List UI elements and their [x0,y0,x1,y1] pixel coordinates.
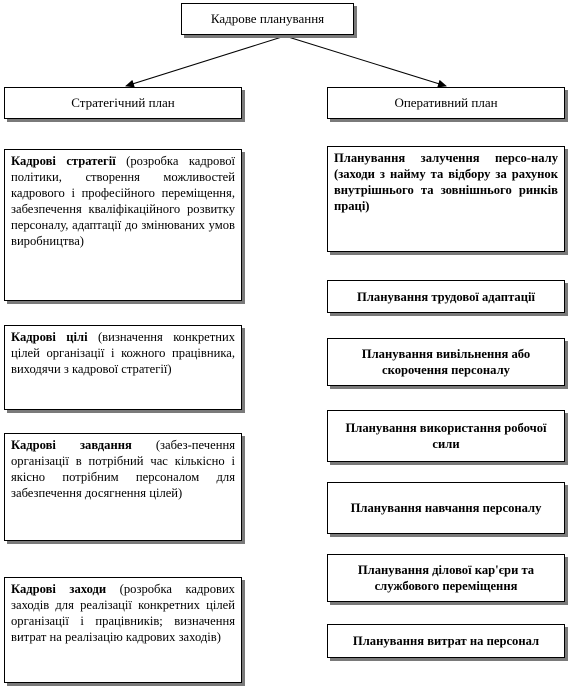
root-node-label: Кадрове планування [210,11,325,26]
operational-item-label: Планування вивільнення або скорочення персоналу [361,347,531,377]
strategic-item-title: Кадрові цілі [11,330,88,344]
strategic-item [4,577,242,683]
arrow-to-strategic [126,36,285,86]
operational-item [327,146,565,252]
strategic-plan-label: Стратегічний план [71,95,175,110]
strategic-item-text: (розробка кадрових заходів для реалізації конкретних цілей організації і працівників; визначення витрат на реалізацію кадрових заходів) [11,582,235,644]
strategic-item-title: Кадрові заходи [11,582,107,596]
strategic-item-title: Кадрові стратегії [11,154,116,168]
strategic-item-text: (розробка кадрової політики, створення можливостей кадрового і професійного переміщення, забезпечення кваліфікаційного розвитку персоналу, адаптації до змінюваних умов виробництва) [11,154,235,248]
operational-item [327,410,565,462]
operational-plan-node [327,87,565,119]
operational-item [327,482,565,534]
strategic-item [4,325,242,410]
strategic-item [4,433,242,541]
strategic-plan-node [4,87,242,119]
operational-item-label: Планування використання робочої сили [345,421,547,451]
operational-item [327,338,565,386]
operational-item [327,624,565,658]
operational-item-label: Планування залучення персо-налу (заходи з найму та відбору за рахунок внутрішнього та зовнішнього ринків праці) [334,151,558,213]
operational-item-label: Планування трудової адаптації [357,289,535,304]
root-node [181,3,354,35]
operational-item-label: Планування навчання персоналу [350,501,542,515]
arrow-to-operational [285,36,446,86]
strategic-item-title: Кадрові завдання [11,438,132,452]
strategic-item-text: (забез-печення організації в потрібний час кількісно і якісно потрібним персоналом для забезпечення досягнення цілей) [11,438,235,500]
operational-item [327,554,565,602]
operational-plan-label: Оперативний план [394,95,498,110]
strategic-item-text: (визначення конкретних цілей організації і кожного працівника, виходячи з кадрової стратегії) [11,330,235,376]
operational-item-label: Планування ділової кар'єри та службового переміщення [357,563,535,593]
strategic-item [4,149,242,301]
operational-item [327,280,565,313]
operational-item-label: Планування витрат на персонал [352,634,540,648]
